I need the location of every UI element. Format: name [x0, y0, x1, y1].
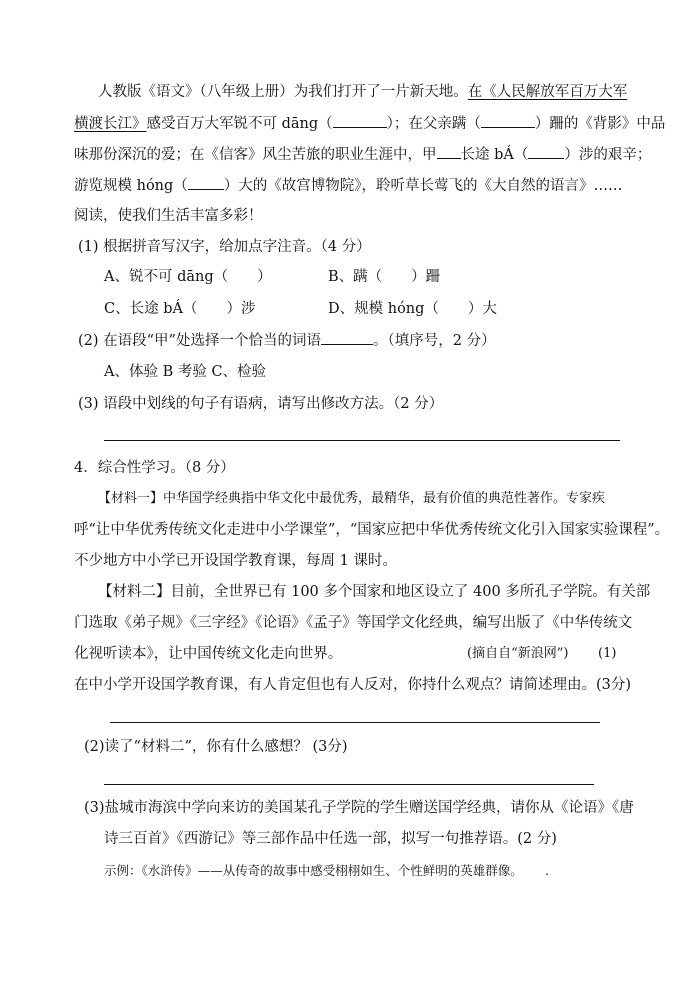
passage-text: 味那份深沉的爱；在《信客》风尘苦旅的职业生涯中，甲 [74, 147, 437, 163]
q1-option-c: C、长途 bÁ（ ）涉 [104, 301, 256, 317]
q1-stem: (1) 根据拼音写汉字，给加点字注音。（4 分） [78, 239, 371, 255]
blank-dang[interactable] [333, 113, 387, 128]
passage-text: ）跚的《背影》中品 [534, 116, 666, 132]
q1-option-a: A、锐不可 dāng（ ） [104, 269, 272, 285]
q2-options: A、体验 B 考验 C、检验 [104, 364, 267, 380]
passage-text: ）；在父亲蹒（ [386, 116, 481, 132]
section4-title: 4．综合性学习。（8 分） [74, 460, 235, 476]
source-note: (摘自自“新浪网”) [467, 646, 569, 661]
passage-line-2 [74, 113, 665, 134]
blank-ba[interactable] [528, 144, 564, 159]
q1-option-d: D、规模 hóng（ ）大 [328, 301, 497, 317]
sub-question-1: 在中小学开设国学教育课，有人肯定但也有人反对，你持什么观点？请简述理由。(3分) [74, 677, 632, 693]
passage-text: ）大的《故宫博物院》，聆听草长莺飞的《大自然的语言》…… [223, 178, 623, 194]
sub-question-2-answer-line[interactable] [104, 784, 594, 785]
passage-text: 长途 bÁ（ [460, 147, 529, 163]
passage-line-4 [74, 175, 623, 196]
example-recommendation: 示例：《水浒传》——从传奇的故事中感受栩栩如生、个性鲜明的英雄群像。 [104, 863, 523, 878]
sub-question-1-answer-line[interactable] [110, 722, 600, 723]
passage-text: 感受百万大军锐不可 dāng（ [146, 116, 333, 132]
material-2-line-3: 化视听读本》，让中国传统文化走向世界。 [74, 646, 343, 662]
q2-stem-text: (2) 在语段“甲”处选择一个恰当的词语 [78, 333, 321, 349]
q2-stem [78, 330, 496, 351]
material-2-line-2: 门选取《弟子规》《三字经》《论语》《孟子》等国学文化经典，编写出版了《中华传统文 [74, 615, 633, 631]
q2-answer-blank[interactable] [321, 330, 373, 345]
blank-jia[interactable] [437, 144, 461, 159]
sub-question-1-number: (1) [598, 646, 617, 661]
passage-line-1 [98, 82, 627, 102]
material-1-line-2: 呼“让中华优秀传统文化走进中小学课堂”，“国家应把中华优秀传统文化引入国家实验课程”。 [74, 522, 670, 538]
passage-line-3 [74, 144, 651, 165]
stray-dot: . [545, 863, 549, 878]
underlined-sentence: 在《人民解放军百万大军 [467, 84, 628, 100]
blank-pan[interactable] [481, 113, 535, 128]
material-1-line-3: 不少地方中小学已开设国学教育课，每周 1 课时。 [74, 553, 397, 569]
q3-answer-line[interactable] [104, 440, 620, 441]
passage-text: ）涉的艰辛； [564, 147, 652, 163]
q2-stem-text: 。（填序号，2 分） [372, 333, 496, 349]
sub-question-3-line-1: (3)盐城市海滨中学向来访的美国某孔子学院的学生赠送国学经典，请你从《论语》《唐 [84, 800, 634, 816]
blank-hong[interactable] [188, 175, 224, 190]
underlined-sentence: 横渡长江》 [74, 116, 147, 132]
q1-option-b: B、蹒（ ）跚 [328, 269, 441, 285]
passage-text: 人教版《语文》（八年级上册）为我们打开了一片新天地。 [98, 84, 468, 100]
material-2-line-1: 【材料二】目前，全世界已有 100 多个国家和地区设立了 400 多所孔子学院。有关部 [98, 584, 651, 600]
sub-question-3-line-2: 诗三百首》《西游记》等三部作品中任选一部，拟写一句推荐语。(2 分) [104, 831, 557, 847]
passage-line-5: 阅读，使我们生活丰富多彩！ [74, 208, 263, 224]
material-1-line-1: 【材料一】中华国学经典指中华文化中最优秀，最精华，最有价值的典范性著作。专家疾 [98, 491, 606, 506]
q3-stem: (3) 语段中划线的句子有语病，请写出修改方法。（2 分） [78, 396, 444, 412]
sub-question-2: (2)读了“材料二”，你有什么感想？ (3分) [84, 739, 348, 755]
passage-text: 游览规模 hóng（ [74, 178, 188, 194]
